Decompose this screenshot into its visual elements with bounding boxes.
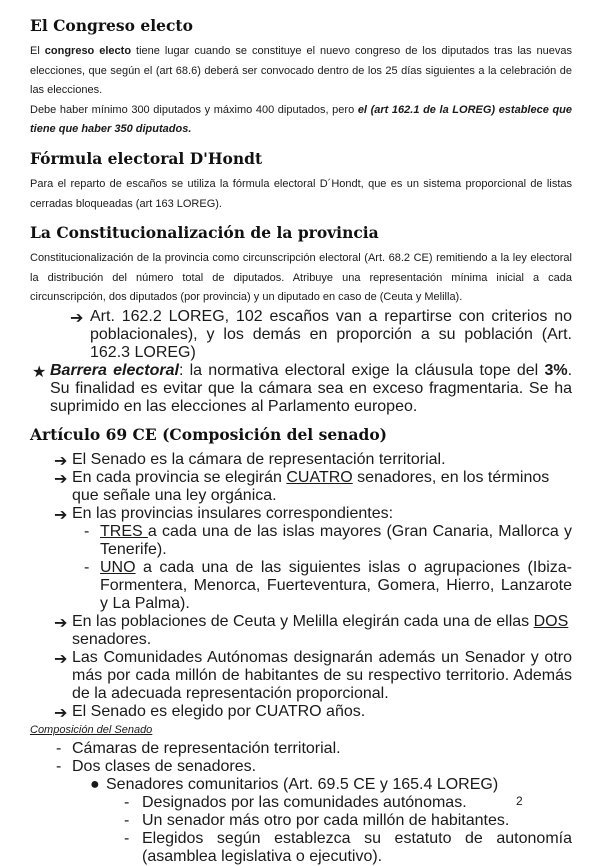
text: . Su finalidad es evitar que la cámara sea en exceso fragmentaria. Se ha suprimido en las elecciones al Parlamento europeo. — [50, 361, 573, 415]
section-title: Fórmula electoral D'Hondt — [30, 148, 263, 168]
arrow-list-item — [30, 703, 572, 721]
document-content — [30, 16, 572, 866]
arrow-list-item — [30, 505, 572, 523]
list-text: Un senador más otro por cada millón de habitantes. — [142, 811, 510, 829]
list-text: Art. 162.2 LOREG, 102 escaños van a repartirse con criterios no poblacionales), y los demás en proporción a su población (Art. 162.3 LOREG) — [90, 307, 572, 361]
underlined-text: TRES — [100, 522, 148, 540]
dash-list-item — [30, 812, 572, 830]
bold-italic-text: Barrera electoral — [50, 361, 179, 379]
dash-list-item — [30, 758, 572, 776]
section-title: Artículo 69 CE (Composición del senado) — [30, 424, 388, 444]
section-formula-dhondt — [30, 149, 572, 214]
text: a cada una de las siguientes islas o agrupaciones (Ibiza-Formentera, Menorca, Fuerteventura, Gomera, Hierro, Lanzarote y La Palma). — [100, 558, 572, 612]
section-title: El Congreso electo — [30, 16, 193, 35]
arrow-icon: ➔ — [54, 650, 68, 668]
section-provincia — [30, 223, 572, 416]
paragraph: Constitucionalización de la provincia como circunscripción electoral (Art. 68.2 CE) remitiendo a la ley electoral la distribución del número total de diputados. Atribuye una representación mínima inicial a cada circunscripción, dos diputados (por provincia) y un diputado en caso de (Ceuta y Melilla). — [30, 252, 572, 304]
dash-list-item — [30, 740, 572, 758]
underlined-text: DOS — [533, 612, 569, 630]
list-text: Elegidos según establezca su estatuto de autonomía (asamblea legislativa o ejecutivo). — [142, 829, 572, 865]
star-list-item — [30, 362, 572, 416]
page-number: 2 — [516, 794, 523, 808]
list-text: El Senado es elegido por CUATRO años. — [72, 702, 366, 720]
list-text: En las provincias insulares correspondientes: — [72, 504, 394, 522]
section-articulo-69 — [30, 425, 572, 866]
text: El — [30, 45, 45, 57]
text: a cada una de las islas mayores (Gran Canaria, Mallorca y Tenerife). — [100, 522, 573, 558]
dash-marker: - — [84, 558, 90, 576]
dash-marker: - — [124, 811, 130, 829]
section-congreso-electo — [30, 16, 572, 140]
text: En cada provincia se elegirán — [72, 468, 287, 486]
dash-marker: - — [84, 522, 90, 540]
text: En las poblaciones de Ceuta y Melilla elegirán cada una de ellas — [72, 612, 534, 630]
arrow-list-item — [30, 469, 572, 505]
dash-list-item — [30, 794, 572, 812]
star-icon: ★ — [32, 363, 47, 381]
list-text: El Senado es la cámara de representación territorial. — [72, 450, 446, 468]
arrow-icon: ➔ — [54, 704, 68, 722]
bold-text: congreso electo — [44, 45, 132, 57]
arrow-icon: ➔ — [70, 309, 84, 327]
subsection-title: Composición del Senado — [30, 723, 153, 736]
list-text: Designados por las comunidades autónomas. — [142, 793, 467, 811]
dash-marker: - — [56, 739, 62, 757]
arrow-icon: ➔ — [54, 470, 68, 488]
bold-italic-text: el (art 162.1 de la LOREG) establece que tiene que haber 350 diputados. — [30, 103, 573, 136]
list-text: Dos clases de senadores. — [72, 757, 257, 775]
text: senadores, en los términos que señale una ley orgánica. — [72, 468, 550, 504]
paragraph — [30, 101, 572, 140]
dash-list-item — [30, 559, 572, 613]
list-text: Senadores comunitarios (Art. 69.5 CE y 165.4 LOREG) — [106, 775, 499, 793]
text: Debe haber mínimo 300 diputados y máximo 400 diputados, pero — [30, 103, 358, 116]
bullet-list-item — [30, 776, 572, 794]
underlined-text: CUATRO — [286, 468, 353, 486]
dash-marker: - — [56, 757, 62, 775]
arrow-list-item — [30, 451, 572, 469]
text: tiene lugar cuando se constituye el nuevo congreso de los diputados tras las nuevas elecciones, que según el (art 68.6) deberá ser convocado dentro de los 25 días siguientes a la celebración de las elecciones. — [30, 45, 572, 97]
arrow-list-item — [30, 649, 572, 703]
list-text: Las Comunidades Autónomas designarán además un Senador y otro más por cada millón de habitantes de su respectivo territorio. Además de la adecuada representación proporcional. — [72, 648, 572, 702]
dash-list-item — [30, 523, 572, 559]
bold-text: 3% — [544, 361, 568, 379]
arrow-icon: ➔ — [54, 452, 68, 470]
underlined-text: UNO — [100, 558, 136, 576]
arrow-list-item — [30, 613, 572, 649]
paragraph — [30, 42, 572, 101]
paragraph: Para el reparto de escaños se utiliza la fórmula electoral D´Hondt, que es un sistema proporcional de listas cerradas bloqueadas (art 163 LOREG). — [30, 177, 572, 210]
dash-marker: - — [124, 829, 130, 847]
text: senadores. — [72, 630, 152, 648]
arrow-icon: ➔ — [54, 614, 68, 632]
arrow-icon: ➔ — [54, 506, 68, 524]
dash-marker: - — [124, 793, 130, 811]
section-title: La Constitucionalización de la provincia — [30, 223, 379, 243]
list-text: Cámaras de representación territorial. — [72, 739, 341, 757]
text: : la normativa electoral exige la cláusula tope del — [178, 361, 545, 379]
bullet-icon: ● — [90, 775, 100, 793]
arrow-list-item — [30, 308, 572, 362]
